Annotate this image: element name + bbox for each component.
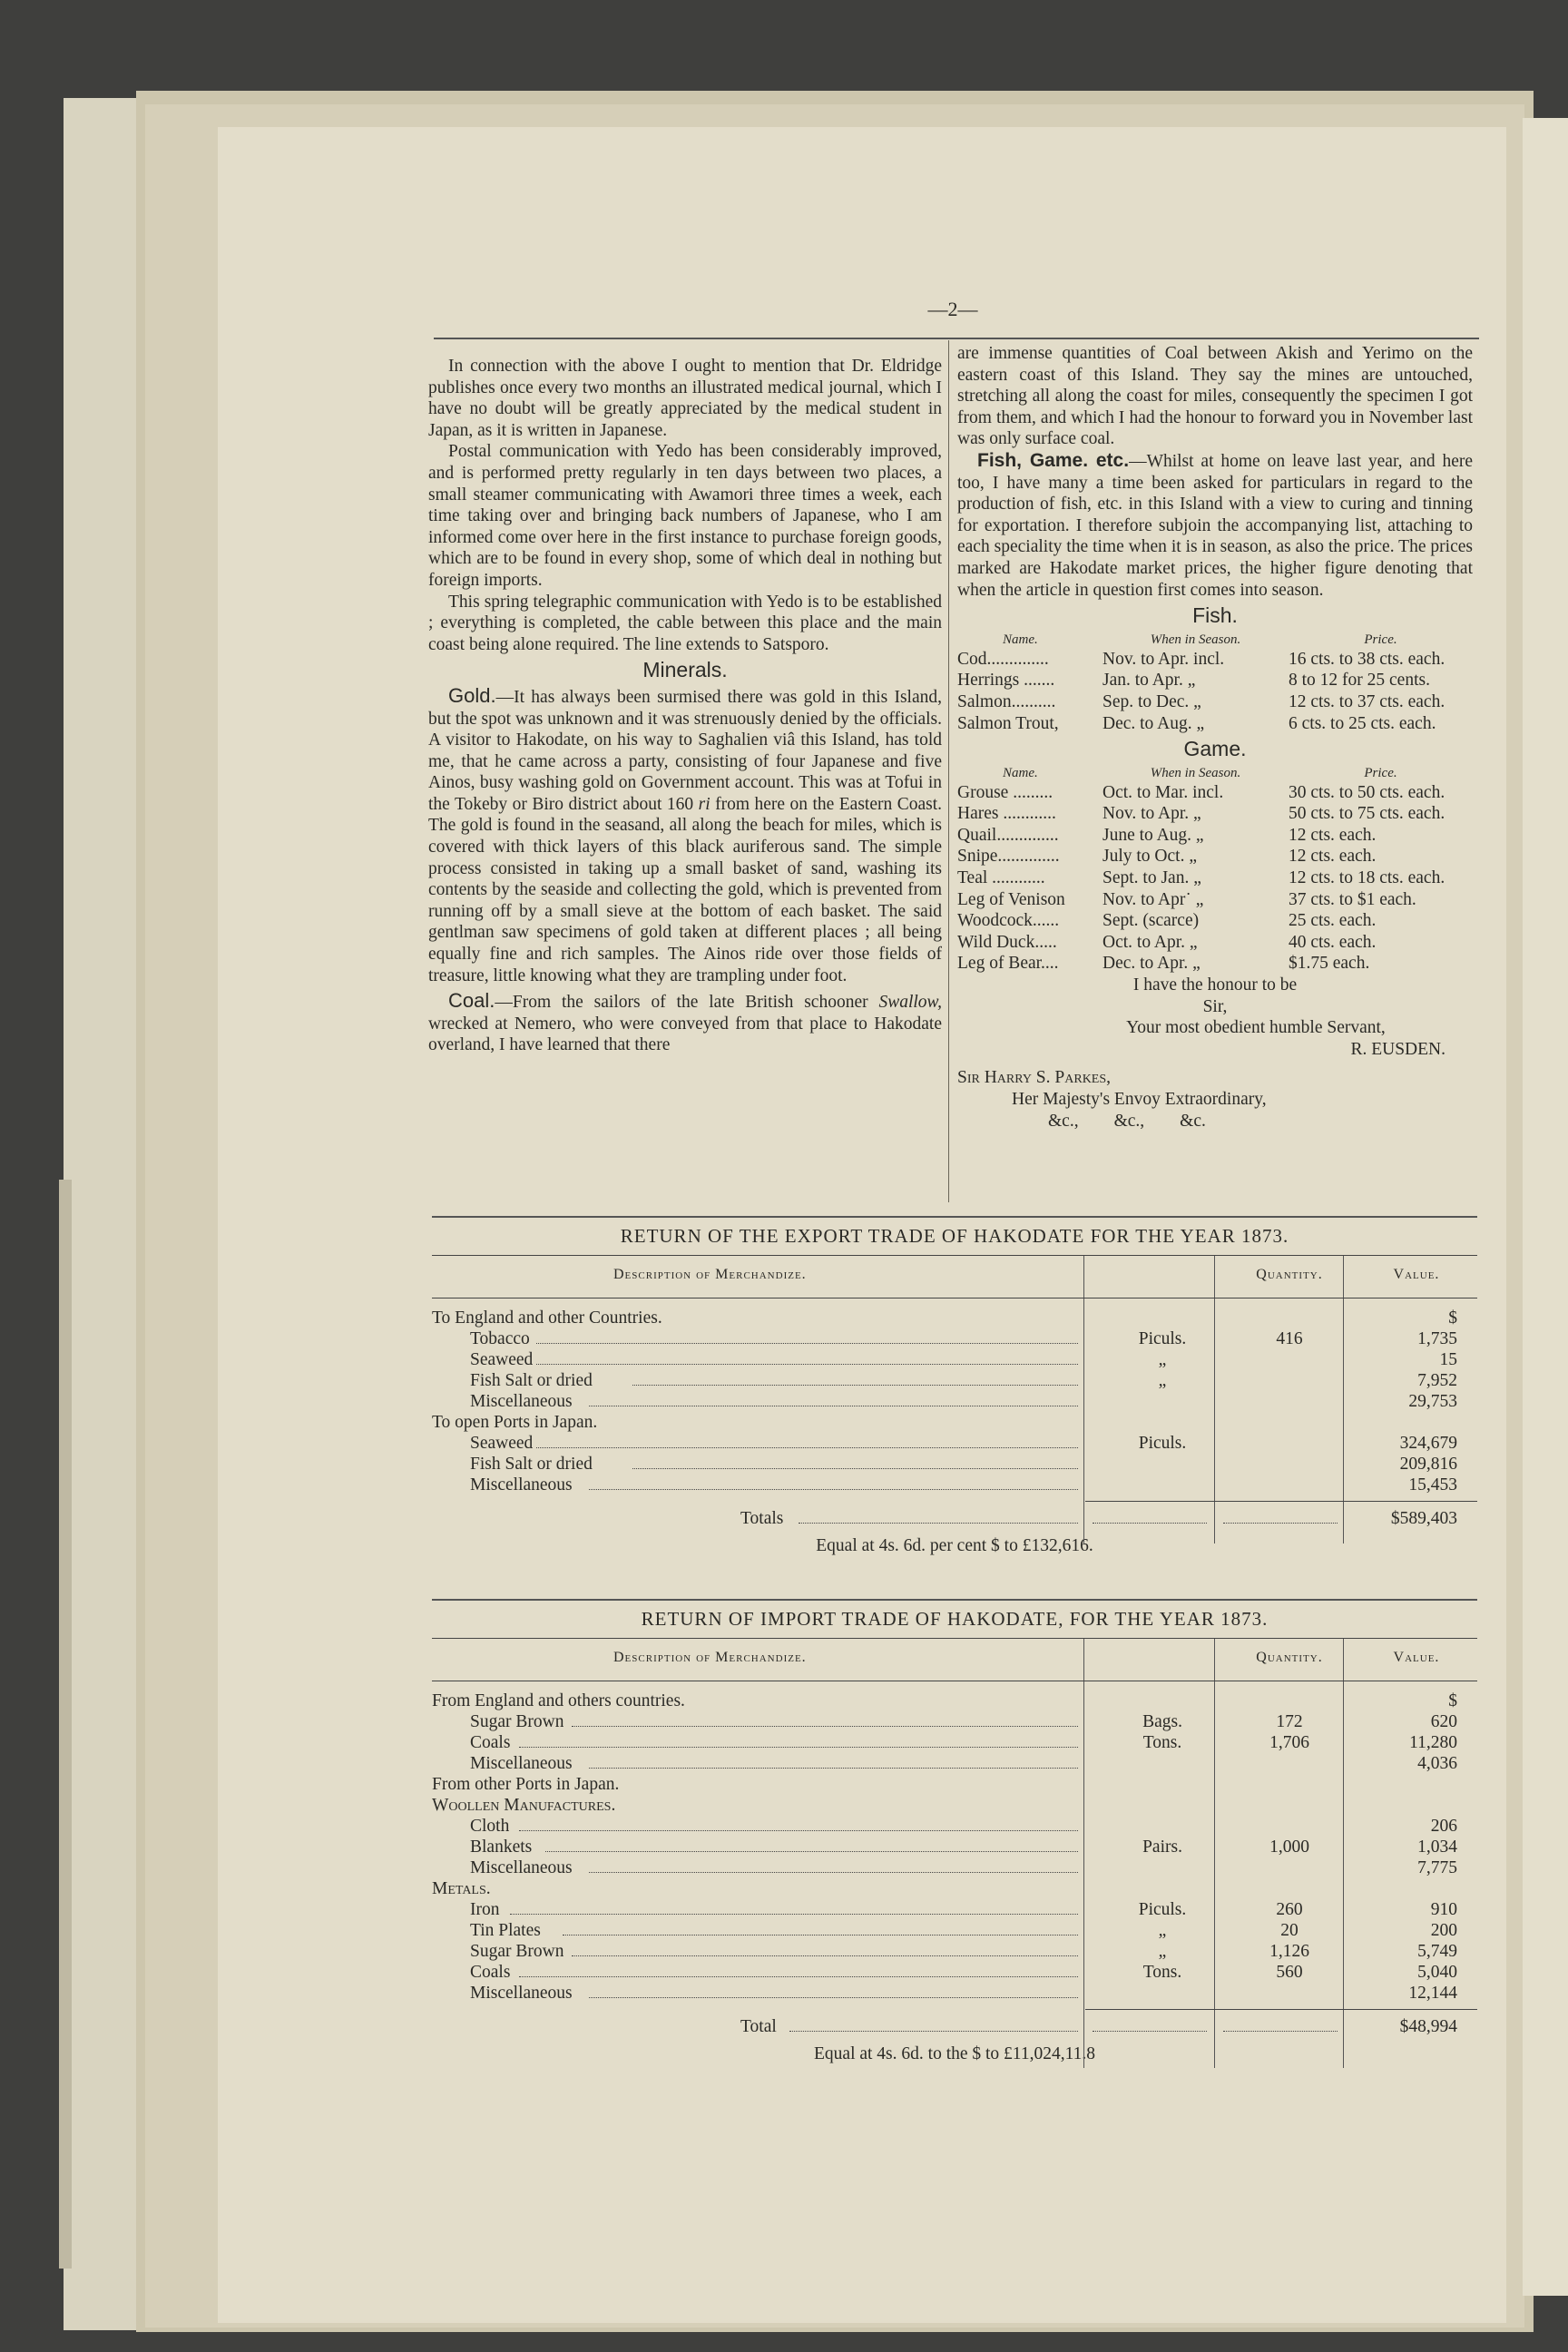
row-value: 15,453 xyxy=(1408,1475,1457,1494)
col-rule xyxy=(1343,1639,1344,1681)
row-value: 5,749 xyxy=(1417,1942,1457,1961)
game-col-headers xyxy=(957,764,1473,782)
game-price-list xyxy=(957,782,1473,975)
col-rule xyxy=(1214,1256,1215,1298)
addressee-title: Her Majesty's Envoy Extraordinary, xyxy=(1012,1090,1267,1109)
gold-text-2: from here on the Eastern Coast. The gold is found in the seasand, all along the beach for miles, which is covered with thick layers of this black auriferous sand. The simple process consisted in taking up a small basket of sand, washing its contents by the seaside and collecting the gold, which is prevented from running off by a small sieve at the bottom of each basket. The said gentlman saw specimens of gold taken at different places ; all being equally fine and rich samples. The Ainos ride over those fields of treasure, little knowing what they are trampling under foot. xyxy=(428,794,943,985)
fish-season: Jan. to Apr. „ xyxy=(1102,671,1196,691)
totals-rule xyxy=(1085,1501,1477,1502)
totals-dots xyxy=(799,1523,1078,1524)
fish-lead: Fish, Game. etc. xyxy=(977,449,1130,471)
fish-name: Herrings ....... xyxy=(957,671,1055,691)
row-quantity: 416 xyxy=(1276,1329,1303,1348)
totals-label: Total xyxy=(740,2017,777,2036)
totals-row xyxy=(432,1508,1477,1529)
game-name: Hares ............ xyxy=(957,804,1056,824)
header-rule xyxy=(434,338,1479,339)
row-description: Miscellaneous xyxy=(470,1392,573,1411)
closing-line-1: I have the honour to be xyxy=(1132,975,1298,995)
totals-dots xyxy=(1093,2031,1207,2032)
game-season: Oct. to Apr. „ xyxy=(1102,932,1198,952)
row-unit: „ xyxy=(1158,1942,1167,1961)
row-description: Blankets xyxy=(470,1838,533,1857)
row-value: 15 xyxy=(1439,1350,1457,1369)
closing-line-2: Sir, xyxy=(1202,996,1228,1016)
game-row xyxy=(957,932,1473,954)
table-row xyxy=(432,1878,1477,1899)
table-row xyxy=(432,1983,1477,2004)
row-description: Cloth xyxy=(470,1817,510,1836)
paragraph-telegraph: This spring telegraphic communication with Yedo is to be established ; everything is completed, the cable between this place and the main coast being alone required. The line extends to Satsporo. xyxy=(428,592,942,654)
export-top-rule xyxy=(432,1216,1477,1218)
row-quantity: 172 xyxy=(1276,1712,1303,1731)
fish-name: Salmon.......... xyxy=(957,691,1056,711)
totals-value: $589,403 xyxy=(1390,1509,1457,1528)
addressee-name-text: Sir Harry S. Parkes, xyxy=(957,1068,1112,1088)
row-description: Coals xyxy=(470,1963,511,1982)
row-description: To England and other Countries. xyxy=(432,1308,662,1328)
export-trade-table xyxy=(432,1216,1477,1556)
export-header-row xyxy=(432,1255,1477,1298)
row-value: 200 xyxy=(1430,1921,1457,1940)
leader-dots xyxy=(589,1489,1078,1490)
import-trade-table xyxy=(432,1599,1477,2064)
row-description: Tobacco xyxy=(470,1329,530,1348)
game-price: 37 cts. to $1 each. xyxy=(1289,889,1416,909)
coal-ship: Swallow, xyxy=(878,993,942,1013)
table-row xyxy=(432,1412,1477,1433)
row-quantity: 260 xyxy=(1276,1900,1303,1919)
row-description: Iron xyxy=(470,1900,500,1919)
game-row xyxy=(957,825,1473,847)
header-description: Description of Merchandize. xyxy=(613,1267,807,1282)
game-price: 50 cts. to 75 cts. each. xyxy=(1289,804,1446,824)
leader-dots xyxy=(536,1364,1078,1365)
row-unit: Piculs. xyxy=(1138,1329,1187,1348)
table-row xyxy=(432,1454,1477,1475)
col-rule xyxy=(1214,1639,1215,1681)
game-name: Snipe.............. xyxy=(957,847,1060,867)
import-top-rule xyxy=(432,1599,1477,1601)
col-header-season: When in Season. xyxy=(1150,632,1241,647)
game-season: Sept. (scarce) xyxy=(1102,911,1200,931)
coal-text: —From the sailors of the late British schooner xyxy=(495,993,879,1013)
row-description: From other Ports in Japan. xyxy=(432,1775,620,1794)
totals-row xyxy=(432,2016,1477,2037)
row-value: 5,040 xyxy=(1417,1963,1457,1982)
leader-dots xyxy=(563,1935,1078,1936)
paragraph-coal-cont: are immense quantities of Coal between Akish and Yerimo on the eastern coast of this Island. They say the mines are untouched, stretching all along the coast for miles, consequently the specimen I got from them, and which I had the honour to forward you in November last was only surface coal. xyxy=(957,344,1473,449)
header-value: Value. xyxy=(1393,1267,1440,1282)
table-row xyxy=(432,1391,1477,1412)
table-row xyxy=(432,1816,1477,1837)
row-value: 209,816 xyxy=(1399,1455,1457,1474)
game-season: Oct. to Mar. incl. xyxy=(1102,782,1224,802)
totals-spacer xyxy=(432,1495,1477,1508)
row-description: Seaweed xyxy=(470,1434,534,1453)
row-description: Metals. xyxy=(432,1879,491,1898)
gold-text: —It has always been surmised there was gold in this Island, but the spot was unknown and it was strenuously denied by the officials. A visitor to Hakodate, on his way to Saghalien viâ this Island, has told me, that he came across a party, consisting of four Japanese and five Ainos, busy washing gold on Government account. This was at Tofui in the Tokeby or Biro district about 160 xyxy=(428,687,942,814)
equivalence-note: Equal at 4s. 6d. to the $ to £11,024,11.8 xyxy=(814,2044,1095,2063)
leader-dots xyxy=(536,1447,1078,1448)
game-price: 30 cts. to 50 cts. each. xyxy=(1289,782,1446,802)
game-price: 25 cts. each. xyxy=(1289,911,1377,931)
row-description: Fish Salt or dried xyxy=(470,1455,593,1474)
game-name: Teal ............ xyxy=(957,868,1045,888)
import-header-row xyxy=(432,1638,1477,1681)
game-price: 12 cts. each. xyxy=(1289,847,1377,867)
table-row xyxy=(432,1732,1477,1753)
row-value: 7,775 xyxy=(1417,1858,1457,1877)
minerals-heading: Minerals. xyxy=(642,658,728,682)
row-description: Miscellaneous xyxy=(470,1475,573,1494)
game-name: Grouse ......... xyxy=(957,782,1054,802)
row-quantity: 1,126 xyxy=(1269,1942,1309,1961)
row-unit: Pairs. xyxy=(1142,1838,1182,1857)
leader-dots xyxy=(510,1914,1078,1915)
row-unit: Piculs. xyxy=(1138,1900,1187,1919)
gold-ri: ri xyxy=(698,794,710,814)
col-rule xyxy=(1343,1256,1344,1298)
signature: R. EUSDEN. xyxy=(1350,1039,1446,1059)
table-row xyxy=(432,1941,1477,1962)
fish-row xyxy=(957,670,1473,691)
fish-price-list xyxy=(957,649,1473,734)
page-number: —2— xyxy=(927,298,978,320)
game-row xyxy=(957,846,1473,867)
paragraph-gold xyxy=(428,685,942,986)
row-unit: Piculs. xyxy=(1138,1434,1187,1453)
export-title: RETURN OF THE EXPORT TRADE OF HAKODATE FOR THE YEAR 1873. xyxy=(620,1225,1289,1247)
totals-dots xyxy=(1093,1523,1207,1524)
leader-dots xyxy=(519,1976,1078,1977)
totals-dots xyxy=(1223,2031,1338,2032)
col-header-name: Name. xyxy=(1003,765,1038,780)
row-description: Sugar Brown xyxy=(470,1712,564,1731)
table-row xyxy=(432,1475,1477,1495)
right-column xyxy=(957,343,1473,1132)
fish-heading: Fish. xyxy=(1192,603,1238,628)
paragraph-journal: In connection with the above I ought to mention that Dr. Eldridge publishes once every two months an illustrated medical journal, which I have no doubt will be greatly appreciated by the medical student in Japan, as it is written in Japanese. xyxy=(428,357,942,440)
col-header-season: When in Season. xyxy=(1150,765,1241,780)
row-description: Seaweed xyxy=(470,1350,534,1369)
row-unit: Tons. xyxy=(1142,1733,1182,1752)
addressee-name xyxy=(957,1067,1473,1089)
table-row xyxy=(432,1308,1477,1328)
totals-spacer xyxy=(432,2004,1477,2016)
row-quantity: 1,000 xyxy=(1269,1838,1309,1857)
fish-row xyxy=(957,649,1473,671)
import-title: RETURN OF IMPORT TRADE OF HAKODATE, FOR THE YEAR 1873. xyxy=(641,1608,1269,1630)
totals-dots xyxy=(1223,1523,1338,1524)
row-description: Woollen Manufactures. xyxy=(432,1796,616,1815)
fish-name: Cod.............. xyxy=(957,649,1049,669)
game-heading: Game. xyxy=(1183,737,1247,761)
game-name: Leg of Venison xyxy=(957,889,1065,909)
table-row xyxy=(432,1899,1477,1920)
addressee-etc: &c., &c., &c. xyxy=(1048,1111,1206,1131)
leader-dots xyxy=(572,1726,1078,1727)
row-value: 620 xyxy=(1430,1712,1457,1731)
row-description: Miscellaneous xyxy=(470,1858,573,1877)
row-unit: „ xyxy=(1158,1350,1167,1369)
game-name: Quail.............. xyxy=(957,825,1059,845)
leader-dots xyxy=(536,1343,1078,1344)
header-quantity: Quantity. xyxy=(1256,1267,1323,1282)
row-description: Fish Salt or dried xyxy=(470,1371,593,1390)
fish-price: 16 cts. to 38 cts. each. xyxy=(1289,649,1446,669)
header-quantity: Quantity. xyxy=(1256,1650,1323,1665)
row-unit: „ xyxy=(1158,1371,1167,1390)
closing-line-3: Your most obedient humble Servant, xyxy=(1126,1018,1386,1038)
row-value: $ xyxy=(1448,1691,1457,1710)
gold-lead: Gold. xyxy=(448,683,496,707)
table-row xyxy=(432,1774,1477,1795)
table-row xyxy=(432,1837,1477,1857)
game-season: June to Aug. „ xyxy=(1102,825,1204,845)
next-page-edge xyxy=(1523,118,1568,2296)
table-row xyxy=(432,1920,1477,1941)
leader-dots xyxy=(545,1851,1078,1852)
leader-dots xyxy=(519,1747,1078,1748)
table-row xyxy=(432,1690,1477,1711)
totals-value: $48,994 xyxy=(1399,2017,1457,2036)
game-row xyxy=(957,910,1473,932)
equivalence-note: Equal at 4s. 6d. per cent $ to £132,616. xyxy=(816,1536,1093,1555)
table-row xyxy=(432,1349,1477,1370)
table-row xyxy=(432,1857,1477,1878)
row-description: Miscellaneous xyxy=(470,1754,573,1773)
coal-lead: Coal. xyxy=(448,989,495,1013)
row-unit: „ xyxy=(1158,1921,1167,1940)
leader-dots xyxy=(632,1468,1078,1469)
binding-edge xyxy=(59,1180,72,2269)
row-value: 1,034 xyxy=(1417,1838,1457,1857)
table-row xyxy=(432,1753,1477,1774)
table-row xyxy=(432,1795,1477,1816)
game-name: Leg of Bear.... xyxy=(957,954,1059,974)
row-value: 324,679 xyxy=(1399,1434,1457,1453)
fish-price: 12 cts. to 37 cts. each. xyxy=(1289,691,1446,711)
paragraph-coal xyxy=(428,990,942,1056)
header-value: Value. xyxy=(1393,1650,1440,1665)
fish-name: Salmon Trout, xyxy=(957,713,1059,733)
fish-row xyxy=(957,691,1473,713)
fish-price: 8 to 12 for 25 cents. xyxy=(1289,671,1430,691)
col-rule xyxy=(1083,1639,1084,1681)
fish-text: —Whilst at home on leave last year, and here too, I have many a time been asked for particulars in regard to the production of fish, etc. in this Island with a view to curing and tinning for exportation. I therefore subjoin the accompanying list, attaching to each speciality the time when it is in season, as also the price. The prices marked are Hakodate market prices, the higher figure denoting that when the article in question first comes into season. xyxy=(957,451,1473,600)
leader-dots xyxy=(519,1830,1078,1831)
row-unit: Tons. xyxy=(1142,1963,1182,1982)
row-unit: Bags. xyxy=(1142,1712,1182,1731)
row-value: 29,753 xyxy=(1408,1392,1457,1411)
fish-season: Sep. to Dec. „ xyxy=(1102,691,1201,711)
game-price: 12 cts. each. xyxy=(1289,825,1377,845)
table-row xyxy=(432,1328,1477,1349)
row-value: $ xyxy=(1448,1308,1457,1328)
game-price: 40 cts. each. xyxy=(1289,932,1377,952)
game-season: Nov. to Apr˙ „ xyxy=(1102,889,1204,909)
addressee-block xyxy=(957,1067,1473,1132)
table-row xyxy=(432,1433,1477,1454)
table-row xyxy=(432,1962,1477,1983)
left-column xyxy=(428,356,942,1056)
col-header-price: Price. xyxy=(1364,765,1397,780)
game-price: 12 cts. to 18 cts. each. xyxy=(1289,868,1446,888)
leader-dots xyxy=(632,1385,1078,1386)
totals-label: Totals xyxy=(740,1509,784,1528)
row-value: 910 xyxy=(1430,1900,1457,1919)
leader-dots xyxy=(589,1768,1078,1769)
row-quantity: 20 xyxy=(1280,1921,1298,1940)
game-row xyxy=(957,867,1473,889)
row-value: 1,735 xyxy=(1417,1329,1457,1348)
game-name: Wild Duck..... xyxy=(957,932,1057,952)
game-row xyxy=(957,953,1473,975)
fish-row xyxy=(957,713,1473,735)
paragraph-postal: Postal communication with Yedo has been considerably improved, and is performed pretty regularly in ten days between two places, a small steamer communicating with Awamori three times a week, each time taking over and bringing back numbers of Japanese, who I am informed come over here in the first instance to purchase foreign goods, which are to be found in every shop, some of which deal in nothing but foreign imports. xyxy=(428,442,942,590)
game-season: July to Oct. „ xyxy=(1102,847,1197,867)
fish-season: Dec. to Aug. „ xyxy=(1102,713,1205,733)
leader-dots xyxy=(589,1872,1078,1873)
row-description: Miscellaneous xyxy=(470,1984,573,2003)
import-body xyxy=(432,1681,1477,2064)
row-quantity: 560 xyxy=(1276,1963,1303,1982)
game-price: $1.75 each. xyxy=(1289,954,1370,974)
row-description: Coals xyxy=(470,1733,511,1752)
row-value: 12,144 xyxy=(1408,1984,1457,2003)
game-season: Dec. to Apr. „ xyxy=(1102,954,1200,974)
row-description: From England and others countries. xyxy=(432,1691,685,1710)
col-header-name: Name. xyxy=(1003,632,1038,647)
leader-dots xyxy=(572,1955,1078,1956)
row-value: 7,952 xyxy=(1417,1371,1457,1390)
game-season: Sept. to Jan. „ xyxy=(1102,868,1201,888)
col-rule xyxy=(1083,1256,1084,1298)
row-description: To open Ports in Japan. xyxy=(432,1413,598,1432)
col-header-price: Price. xyxy=(1364,632,1397,647)
header-description: Description of Merchandize. xyxy=(613,1650,807,1665)
table-row xyxy=(432,1370,1477,1391)
paragraph-fish xyxy=(957,450,1473,601)
export-body xyxy=(432,1298,1477,1556)
totals-rule xyxy=(1085,2009,1477,2010)
totals-dots xyxy=(789,2031,1078,2032)
table-row xyxy=(432,1711,1477,1732)
game-row xyxy=(957,889,1473,911)
game-row xyxy=(957,782,1473,804)
row-value: 206 xyxy=(1430,1817,1457,1836)
fish-col-headers xyxy=(957,631,1473,649)
row-description: Sugar Brown xyxy=(470,1942,564,1961)
column-divider xyxy=(948,340,949,1202)
game-name: Woodcock...... xyxy=(957,911,1060,931)
leader-dots xyxy=(589,1997,1078,1998)
game-row xyxy=(957,803,1473,825)
game-season: Nov. to Apr. „ xyxy=(1102,804,1201,824)
fish-price: 6 cts. to 25 cts. each. xyxy=(1289,713,1436,733)
row-description: Tin Plates xyxy=(470,1921,541,1940)
coal-text-2: wrecked at Nemero, who were conveyed from that place to Hakodate overland, I have learned that there xyxy=(428,1014,942,1055)
row-value: 4,036 xyxy=(1417,1754,1457,1773)
row-value: 11,280 xyxy=(1409,1733,1457,1752)
fish-season: Nov. to Apr. incl. xyxy=(1102,649,1225,669)
row-quantity: 1,706 xyxy=(1269,1733,1309,1752)
